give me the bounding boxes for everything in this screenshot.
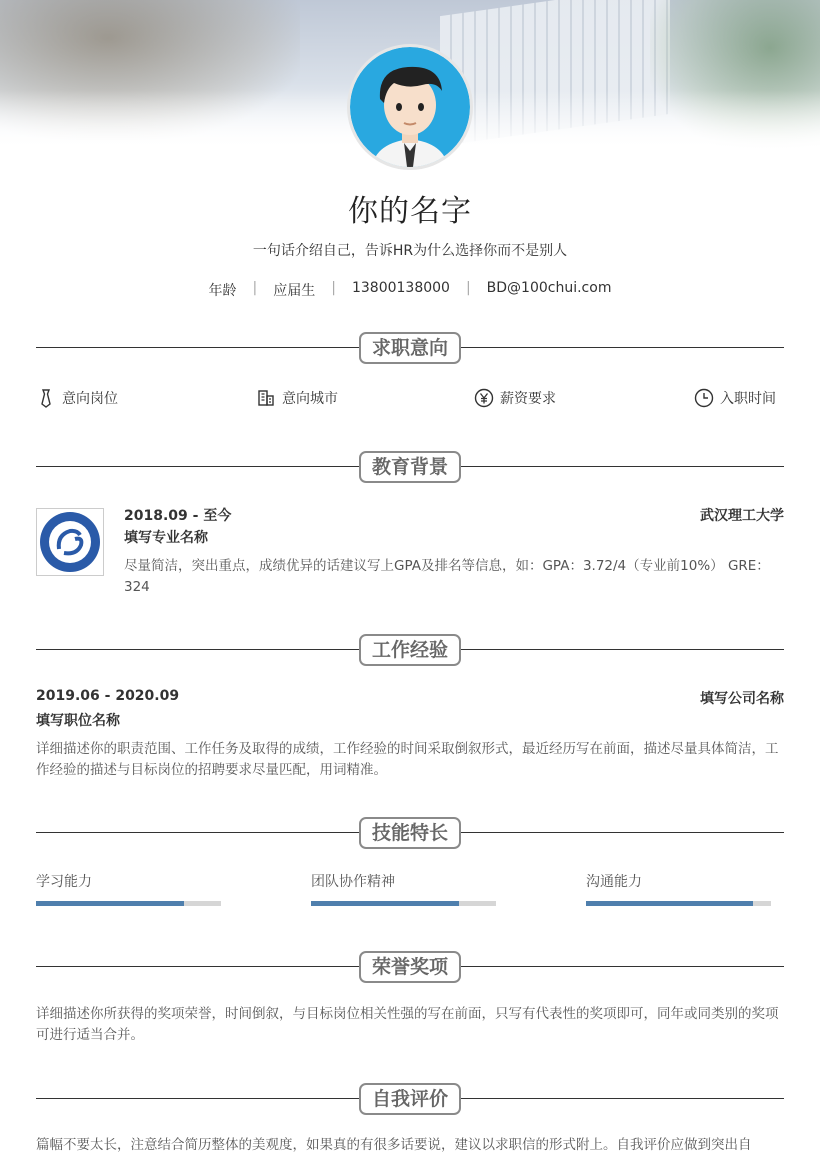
skill-bar-fill <box>311 901 459 906</box>
section-title-honors: 荣誉奖项 <box>359 951 461 983</box>
building-icon <box>256 388 276 408</box>
tie-icon <box>36 388 56 408</box>
section-title-education: 教育背景 <box>359 451 461 483</box>
skill-label: 沟通能力 <box>586 874 642 890</box>
self-evaluation-description: 篇幅不要太长，注意结合简历整体的美观度，如果真的有很多话要说，建议以求职信的形式附上。自我评价应做到突出自 <box>36 1137 752 1153</box>
avatar <box>347 44 473 170</box>
contact-info <box>0 280 820 300</box>
education-school: 武汉理工大学 <box>700 508 784 524</box>
education-description: 尽量简洁，突出重点，成绩优异的话建议写上GPA及排名等信息，如：GPA：3.72/4（专业前10%） GRE：324 <box>124 558 770 595</box>
separator: | <box>252 280 258 296</box>
school-logo-icon <box>37 509 103 575</box>
work-company: 填写公司名称 <box>700 691 784 707</box>
yen-icon <box>474 388 494 408</box>
intent-start-time <box>694 388 776 408</box>
section-title-intent: 求职意向 <box>359 332 461 364</box>
intent-position <box>36 388 118 408</box>
phone-label: 13800138000 <box>351 280 450 296</box>
skill-bar-fill <box>586 901 753 906</box>
skill-label: 学习能力 <box>36 874 92 890</box>
avatar-icon <box>350 47 470 167</box>
education-date: 2018.09 - 至今 <box>124 508 232 524</box>
skill-bar <box>36 901 221 906</box>
age-label: 年龄 <box>208 283 237 299</box>
intent-row <box>36 388 784 410</box>
section-title-self: 自我评价 <box>359 1083 461 1115</box>
separator: | <box>331 280 336 296</box>
skill-bar <box>586 901 771 906</box>
section-title-skills: 技能特长 <box>359 817 461 849</box>
work-description: 详细描述你的职责范围、工作任务及取得的成绩，工作经验的时间采取倒叙形式，最近经历写在前面，描述尽量具体简洁，工作经验的描述与目标岗位的招聘要求尽量匹配，用词精准。 <box>36 741 779 778</box>
separator: | <box>465 280 471 296</box>
intent-city-label: 意向城市 <box>282 391 338 407</box>
intent-salary-label: 薪资要求 <box>500 391 556 407</box>
education-major: 填写专业名称 <box>124 530 208 546</box>
intent-salary <box>474 388 556 408</box>
intent-city <box>256 388 338 408</box>
skill-bar-fill <box>36 901 184 906</box>
skill-bar <box>311 901 496 906</box>
intro-text: 一句话介绍自己，告诉HR为什么选择你而不是别人 <box>252 243 568 259</box>
honors-description: 详细描述你所获得的奖项荣誉，时间倒叙，与目标岗位相关性强的写在前面，只写有代表性的奖项即可，同年或同类别的奖项可进行适当合并。 <box>36 1006 779 1043</box>
page-title: 你的名字 <box>348 194 472 229</box>
work-position: 填写职位名称 <box>36 713 120 729</box>
status-label: 应届生 <box>273 283 316 299</box>
section-title-work: 工作经验 <box>359 634 461 666</box>
email-label: BD@100chui.com <box>486 280 612 296</box>
work-date: 2019.06 - 2020.09 <box>36 688 180 704</box>
intent-position-label: 意向岗位 <box>62 391 118 407</box>
skill-label: 团队协作精神 <box>311 874 395 890</box>
intent-start-time-label: 入职时间 <box>720 391 776 407</box>
school-logo <box>36 508 104 576</box>
clock-icon <box>694 388 714 408</box>
